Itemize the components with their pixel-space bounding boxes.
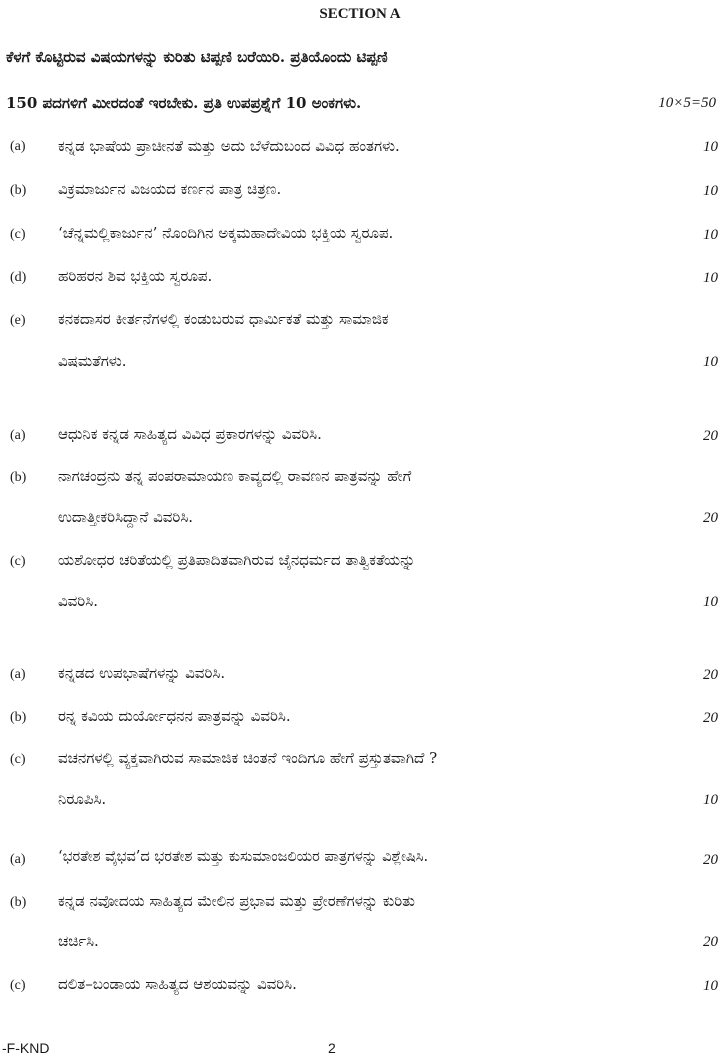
q3-c-text-line1: ವಚನಗಳಲ್ಲಿ ವ್ಯಕ್ತವಾಗಿರುವ ಸಾಮಾಜಿಕ ಚಿಂತನೆ ಇಂದಿಗೂ ಹೇಗೆ ಪ್ರಸ್ತುತವಾಗಿದೆ ?: [58, 749, 438, 767]
q4-b-marks: 20: [703, 934, 718, 950]
q4-b-label: (b): [10, 895, 27, 910]
q2-a-label: (a): [10, 428, 26, 443]
q4-c-marks: 10: [703, 978, 718, 994]
q1-d-marks: 10: [703, 270, 718, 286]
q1-d-text: ಹರಿಹರನ ಶಿವ ಭಕ್ತಿಯ ಸ್ವರೂಪ.: [58, 267, 213, 285]
q3-b-label: (b): [10, 710, 27, 725]
q2-b-text-line1: ನಾಗಚಂದ್ರನು ತನ್ನ ಪಂಪರಾಮಾಯಣ ಕಾವ್ಯದಲ್ಲಿ ರಾವಣನ ಪಾತ್ರವನ್ನು ಹೇಗೆ: [58, 467, 412, 485]
total-marks: 10×5=50: [658, 95, 716, 111]
q1-b-label: (b): [10, 183, 27, 198]
page-number: 2: [328, 1040, 336, 1056]
q1-b-text: ವಿಕ್ರಮಾರ್ಜುನ ವಿಜಯದ ಕರ್ಣನ ಪಾತ್ರ ಚಿತ್ರಣ.: [58, 180, 282, 198]
q3-c-text-line2: ನಿರೂಪಿಸಿ.: [58, 790, 107, 808]
q1-a-marks: 10: [703, 139, 718, 155]
section-title: SECTION A: [319, 6, 401, 22]
q1-e-text-line1: ಕನಕದಾಸರ ಕೀರ್ತನೆಗಳಲ್ಲಿ ಕಂಡುಬರುವ ಧಾರ್ಮಿಕತೆ ಮತ್ತು ಸಾಮಾಜಿಕ: [58, 310, 389, 328]
q2-b-label: (b): [10, 470, 27, 485]
q3-a-marks: 20: [703, 667, 718, 683]
q2-a-text: ಆಧುನಿಕ ಕನ್ನಡ ಸಾಹಿತ್ಯದ ವಿವಿಧ ಪ್ರಕಾರಗಳನ್ನು ವಿವರಿಸಿ.: [58, 425, 322, 443]
q3-b-marks: 20: [703, 710, 718, 726]
q2-c-marks: 10: [703, 594, 718, 610]
q2-c-label: (c): [10, 554, 26, 569]
q3-b-text: ರನ್ನ ಕವಿಯ ದುರ್ಯೋಧನನ ಪಾತ್ರವನ್ನು ವಿವರಿಸಿ.: [58, 707, 291, 725]
q1-c-text: ‘ಚೆನ್ನಮಲ್ಲಿಕಾರ್ಜುನ’ ನೊಂದಿಗಿನ ಅಕ್ಕಮಹಾದೇವಿಯ ಭಕ್ತಿಯ ಸ್ವರೂಪ.: [58, 224, 394, 242]
q1-a-label: (a): [10, 139, 26, 154]
q1-c-label: (c): [10, 227, 26, 242]
q1-b-marks: 10: [703, 183, 718, 199]
q3-c-marks: 10: [703, 792, 718, 808]
q1-c-marks: 10: [703, 227, 718, 243]
q1-e-text-line2: ವಿಷಮತೆಗಳು.: [58, 352, 127, 370]
q3-a-label: (a): [10, 667, 26, 682]
q4-b-text-line1: ಕನ್ನಡ ನವೋದಯ ಸಾಹಿತ್ಯದ ಮೇಲಿನ ಪ್ರಭಾವ ಮತ್ತು ಪ್ರೇರಣೆಗಳನ್ನು ಕುರಿತು: [58, 892, 415, 910]
q4-b-text-line2: ಚರ್ಚಿಸಿ.: [58, 932, 99, 950]
q2-a-marks: 20: [703, 428, 718, 444]
q2-c-text-line1: ಯಶೋಧರ ಚರಿತೆಯಲ್ಲಿ ಪ್ರತಿಪಾದಿತವಾಗಿರುವ ಜೈನಧರ್ಮದ ತಾತ್ವಿಕತೆಯನ್ನು: [58, 551, 416, 569]
q1-e-label: (e): [10, 313, 26, 328]
q2-c-text-line2: ವಿವರಿಸಿ.: [58, 592, 98, 610]
paper-code: -F-KND: [2, 1040, 50, 1056]
q1-d-label: (d): [10, 270, 27, 285]
instruction-line-2: 150 ಪದಗಳಿಗೆ ಮೀರದಂತೆ ಇರಬೇಕು. ಪ್ರತಿ ಉಪಪ್ರಶ್ನೆಗೆ 10 ಅಂಕಗಳು.: [6, 94, 362, 112]
q4-c-label: (c): [10, 978, 26, 993]
q3-a-text: ಕನ್ನಡದ ಉಪಭಾಷೆಗಳನ್ನು ವಿವರಿಸಿ.: [58, 664, 226, 682]
q3-c-label: (c): [10, 752, 26, 767]
q4-a-text: ‘ಭರತೇಶ ವೈಭವ’ದ ಭರತೇಶ ಮತ್ತು ಕುಸುಮಾಂಜಲಿಯರ ಪಾತ್ರಗಳನ್ನು ವಿಶ್ಲೇಷಿಸಿ.: [58, 849, 429, 865]
q2-b-marks: 20: [703, 510, 718, 526]
q4-a-label: (a): [10, 852, 26, 867]
q1-e-marks: 10: [703, 354, 718, 370]
q4-c-text: ದಲಿತ–ಬಂಡಾಯ ಸಾಹಿತ್ಯದ ಆಶಯವನ್ನು ವಿವರಿಸಿ.: [58, 975, 297, 993]
q1-a-text: ಕನ್ನಡ ಭಾಷೆಯ ಪ್ರಾಚೀನತೆ ಮತ್ತು ಅದು ಬೆಳೆದುಬಂದ ವಿವಿಧ ಹಂತಗಳು.: [58, 137, 400, 155]
q4-a-marks: 20: [703, 852, 718, 868]
instruction-line-1: ಕೆಳಗೆ ಕೊಟ್ಟಿರುವ ವಿಷಯಗಳನ್ನು ಕುರಿತು ಟಿಪ್ಪಣಿ ಬರೆಯಿರಿ. ಪ್ರತಿಯೊಂದು ಟಿಪ್ಪಣಿ: [6, 48, 388, 66]
q2-b-text-line2: ಉದಾತ್ತೀಕರಿಸಿದ್ದಾನೆ ವಿವರಿಸಿ.: [58, 508, 194, 526]
